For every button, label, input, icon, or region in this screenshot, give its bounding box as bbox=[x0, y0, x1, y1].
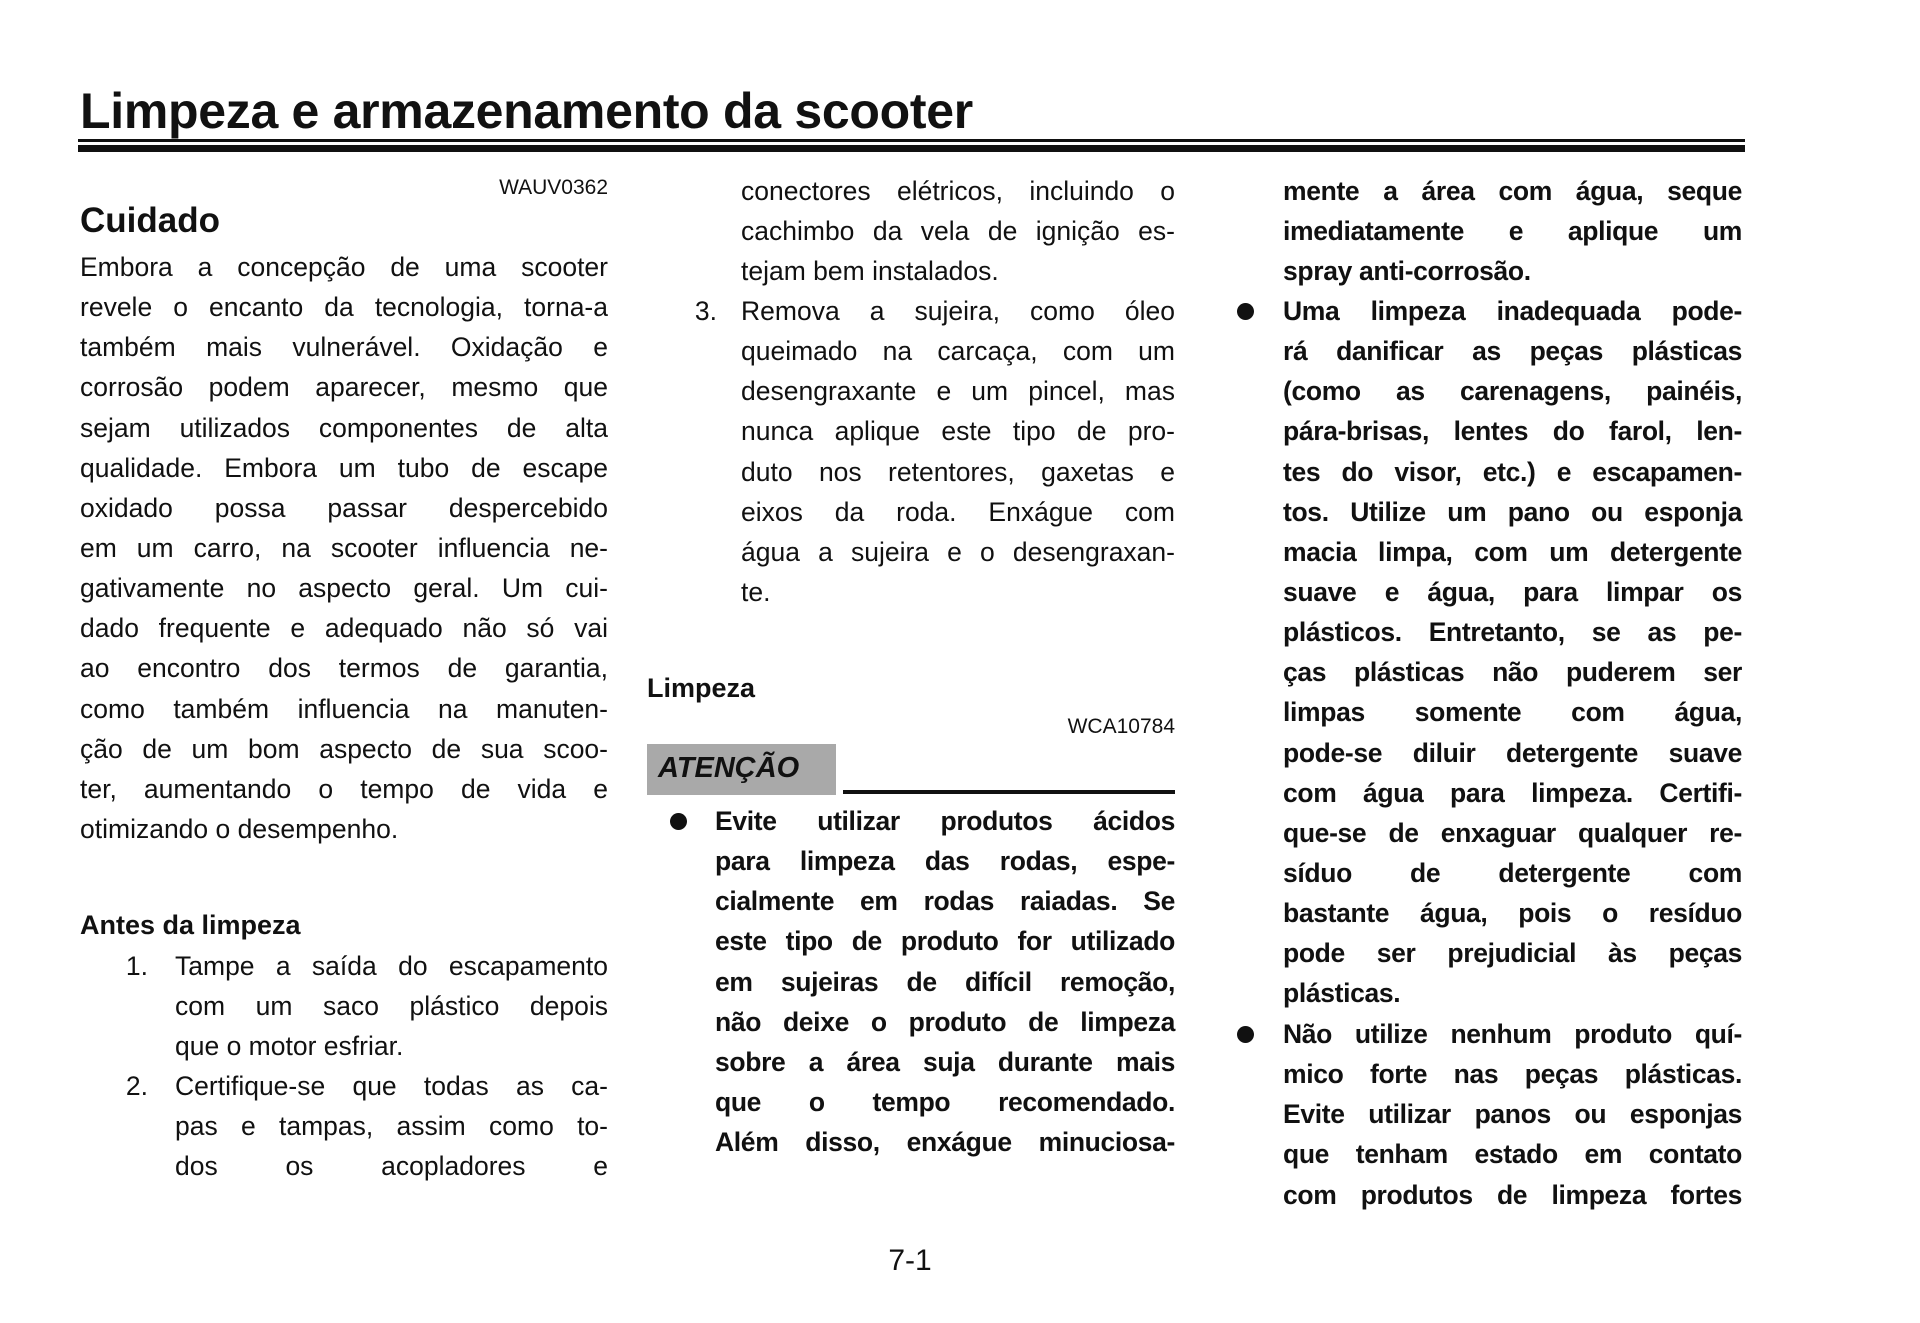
section-heading: Cuidado bbox=[80, 201, 220, 240]
text-line: Tampe a saída do escapamento bbox=[175, 951, 608, 981]
text-line: otimizando o desempenho. bbox=[80, 813, 399, 844]
text-line: mico forte nas peças plásticas. bbox=[1283, 1059, 1742, 1090]
text-line: Evite utilizar panos ou esponjas bbox=[1283, 1099, 1742, 1130]
list-number: 3. bbox=[694, 296, 717, 326]
bullet-icon bbox=[670, 813, 687, 830]
text-line: cialmente em rodas raiadas. Se bbox=[715, 886, 1175, 917]
text-line: dado frequente e adequado não só vai bbox=[80, 613, 608, 644]
text-line: cachimbo da vela de ignição es- bbox=[741, 216, 1175, 247]
text-line: Remova a sujeira, como óleo bbox=[741, 296, 1175, 326]
text-line: ças plásticas não puderem ser bbox=[1283, 657, 1742, 688]
text-line: pode-se diluir detergente suave bbox=[1283, 737, 1742, 768]
text-line: síduo de detergente com bbox=[1283, 857, 1742, 888]
text-line: bastante água, pois o resíduo bbox=[1283, 898, 1742, 929]
text-line: em sujeiras de difícil remoção, bbox=[715, 966, 1175, 997]
text-line: ter, aumentando o tempo de vida e bbox=[80, 773, 608, 804]
subsection-heading: Limpeza bbox=[647, 673, 756, 703]
list-number: 1. bbox=[125, 951, 148, 981]
text-line: queimado na carcaça, com um bbox=[741, 336, 1175, 367]
attention-label-box bbox=[647, 744, 836, 795]
page-number: 7-1 bbox=[888, 1244, 932, 1277]
text-line: qualidade. Embora um tubo de escape bbox=[80, 452, 608, 483]
text-line: ção de um bom aspecto de sua scoo- bbox=[80, 733, 608, 764]
intro-paragraph bbox=[80, 247, 608, 849]
text-line: nunca aplique este tipo de pro- bbox=[741, 416, 1175, 447]
text-line: que o motor esfriar. bbox=[175, 1031, 404, 1062]
warning-bullet bbox=[715, 801, 1175, 1162]
text-line: não deixe o produto de limpeza bbox=[715, 1006, 1175, 1037]
text-line: tos. Utilize um pano ou esponja bbox=[1283, 496, 1742, 527]
text-line: também mais vulnerável. Oxidação e bbox=[80, 332, 608, 363]
text-line: ao encontro dos termos de garantia, bbox=[80, 653, 608, 684]
text-line: desengraxante e um pincel, mas bbox=[741, 376, 1175, 407]
list-item bbox=[175, 946, 608, 1066]
list-number: 2. bbox=[125, 1071, 148, 1101]
text-line: Certifique-se que todas as ca- bbox=[175, 1071, 608, 1101]
text-line: pára-brisas, lentes do farol, len- bbox=[1283, 416, 1742, 447]
list-item bbox=[741, 291, 1175, 612]
text-line: com água para limpeza. Certifi- bbox=[1283, 777, 1742, 808]
text-line: corrosão podem aparecer, mesmo que bbox=[80, 372, 608, 403]
text-line: que tenham estado em contato bbox=[1283, 1139, 1742, 1170]
subsection-heading: Antes da limpeza bbox=[80, 910, 301, 940]
text-line: este tipo de produto for utilizado bbox=[715, 926, 1175, 957]
warning-code: WCA10784 bbox=[1067, 715, 1175, 738]
text-line: para limpeza das rodas, espe- bbox=[715, 846, 1175, 877]
bullet-icon bbox=[1237, 1026, 1254, 1043]
text-line: oxidado possa passar despercebido bbox=[80, 492, 608, 523]
text-line: Não utilize nenhum produto quí- bbox=[1283, 1019, 1742, 1049]
text-line: imediatamente e aplique um bbox=[1283, 216, 1742, 247]
text-line: mente a área com água, seque bbox=[1283, 176, 1742, 206]
text-line: em um carro, na scooter influencia ne- bbox=[80, 532, 608, 563]
text-line: que-se de enxaguar qualquer re- bbox=[1283, 817, 1742, 848]
text-line: pas e tampas, assim como to- bbox=[175, 1111, 608, 1142]
text-line: Embora a concepção de uma scooter bbox=[80, 252, 608, 282]
warning-bullet-continued bbox=[1283, 171, 1742, 291]
warning-bullet bbox=[1283, 1014, 1742, 1215]
text-line: macia limpa, com um detergente bbox=[1283, 536, 1742, 567]
title-rule-thin bbox=[78, 139, 1745, 142]
bullet-icon bbox=[1237, 303, 1254, 320]
text-line: eixos da roda. Enxágue com bbox=[741, 496, 1175, 527]
text-line: Uma limpeza inadequada pode- bbox=[1283, 296, 1742, 326]
title-rule-thick bbox=[78, 145, 1745, 152]
list-item bbox=[175, 1066, 608, 1186]
text-line: te. bbox=[741, 576, 771, 607]
text-line: pode ser prejudicial às peças bbox=[1283, 938, 1742, 969]
attention-label: ATENÇÃO bbox=[658, 752, 800, 784]
text-line: como também influencia na manuten- bbox=[80, 693, 608, 724]
attention-rule bbox=[843, 790, 1175, 794]
list-item-continued bbox=[741, 171, 1175, 291]
text-line: com produtos de limpeza fortes bbox=[1283, 1179, 1742, 1210]
text-line: Além disso, enxágue minuciosa- bbox=[715, 1127, 1175, 1158]
text-line: spray anti-corrosão. bbox=[1283, 256, 1531, 287]
text-line: (como as carenagens, painéis, bbox=[1283, 376, 1742, 407]
text-line: Evite utilizar produtos ácidos bbox=[715, 806, 1175, 836]
text-line: dos os acopladores e bbox=[175, 1151, 608, 1182]
text-line: tes do visor, etc.) e escapamen- bbox=[1283, 456, 1742, 487]
text-line: rá danificar as peças plásticas bbox=[1283, 336, 1742, 367]
text-line: conectores elétricos, incluindo o bbox=[741, 176, 1175, 206]
text-line: duto nos retentores, gaxetas e bbox=[741, 456, 1175, 487]
section-code: WAUV0362 bbox=[499, 176, 608, 199]
warning-bullet bbox=[1283, 291, 1742, 1014]
page-title: Limpeza e armazenamento da scooter bbox=[80, 83, 973, 139]
text-line: sejam utilizados componentes de alta bbox=[80, 412, 608, 443]
text-line: água a sujeira e o desengraxan- bbox=[741, 536, 1175, 567]
text-line: suave e água, para limpar os bbox=[1283, 576, 1742, 607]
text-line: gativamente no aspecto geral. Um cui- bbox=[80, 573, 608, 604]
text-line: sobre a área suja durante mais bbox=[715, 1046, 1175, 1077]
text-line: limpas somente com água, bbox=[1283, 697, 1742, 728]
text-line: plásticas. bbox=[1283, 978, 1401, 1009]
text-line: tejam bem instalados. bbox=[741, 256, 999, 287]
text-line: revele o encanto da tecnologia, torna-a bbox=[80, 292, 608, 323]
text-line: com um saco plástico depois bbox=[175, 991, 608, 1022]
text-line: que o tempo recomendado. bbox=[715, 1086, 1175, 1117]
text-line: plásticos. Entretanto, se as pe- bbox=[1283, 617, 1742, 648]
